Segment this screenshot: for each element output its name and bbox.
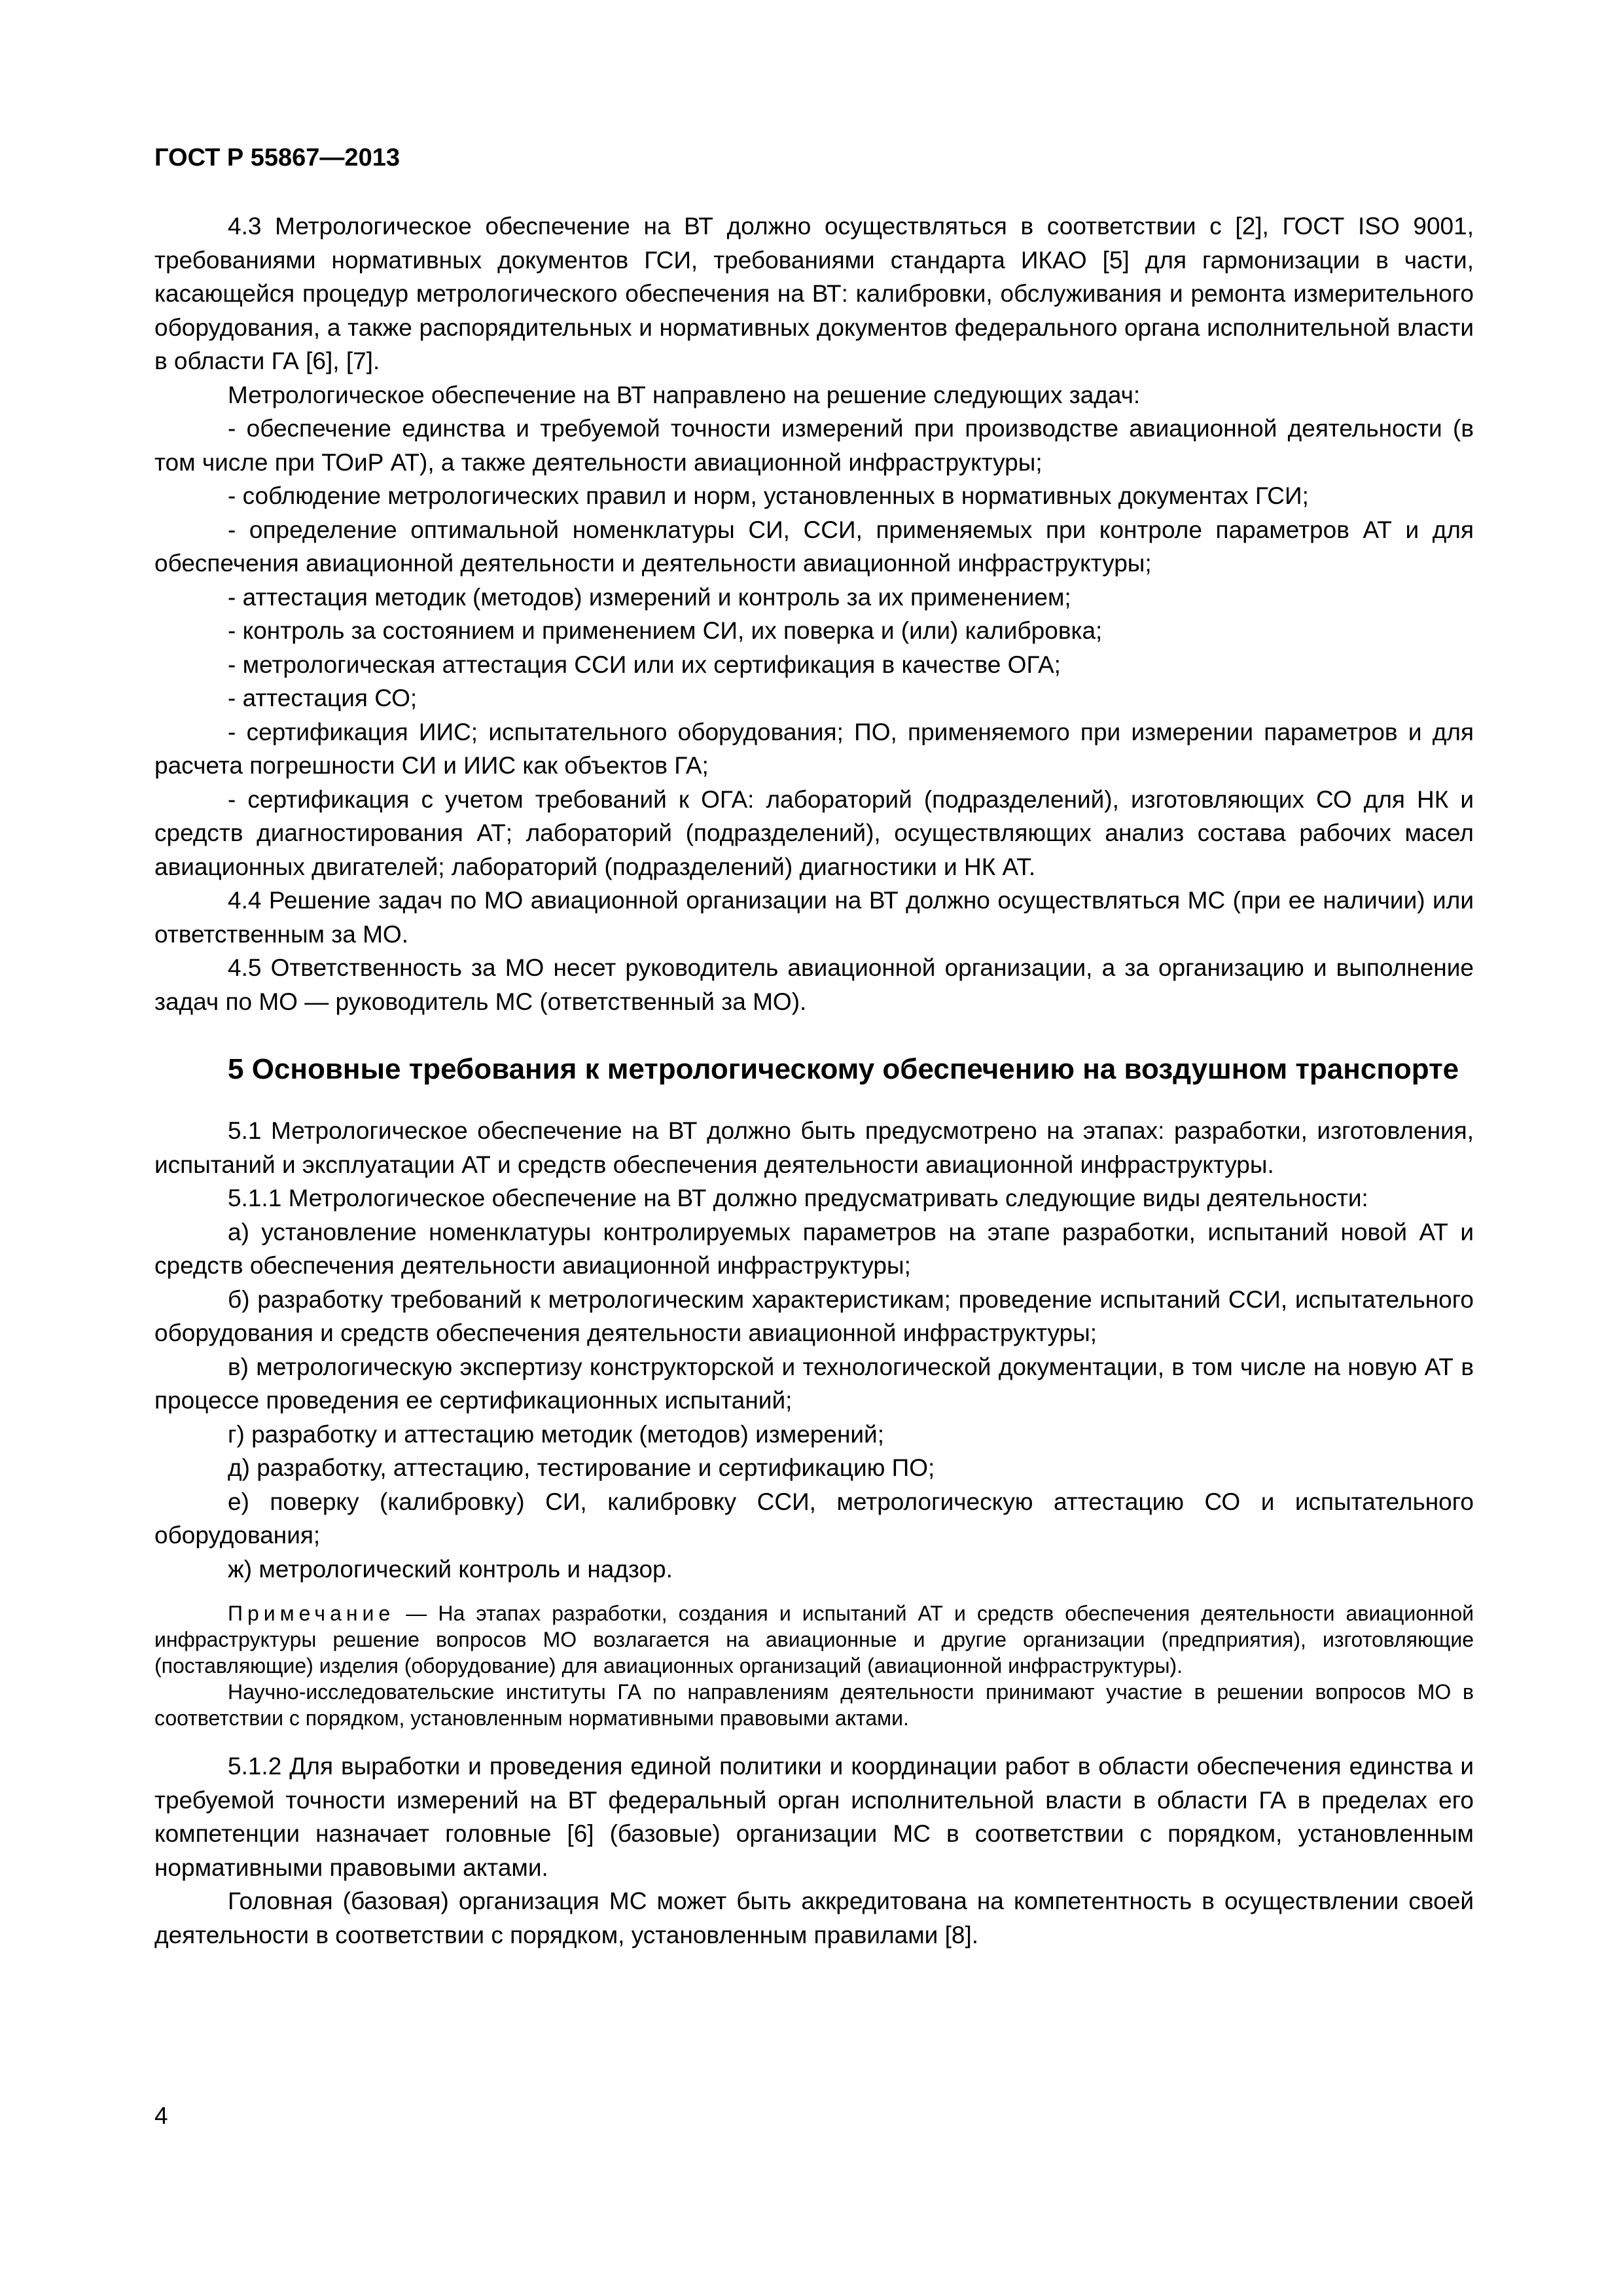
document-id-header: ГОСТ Р 55867—2013 <box>154 144 400 171</box>
task-item: - сертификация с учетом требований к ОГА: лабораторий (подразделений), изготовляющих СО для НК и средств диагностирования АТ; лабораторий (подразделений), осуществляющих анализ состава рабочих масел авиационных двигателей; лабораторий (подразделений) диагностики и НК АТ. <box>154 785 1474 880</box>
activity-item: ж) метрологический контроль и надзор. <box>228 1555 673 1583</box>
page-number: 4 <box>154 2102 168 2129</box>
paragraph-4-4: 4.4 Решение задач по МО авиационной организации на ВТ должно осуществляться МС (при ее наличии) или ответственным за МО. <box>154 887 1474 948</box>
paragraph-4-5: 4.5 Ответственность за МО несет руководитель авиационной организации, а за организацию и выполнение задач по МО — руководитель МС (ответственный за МО). <box>154 954 1474 1015</box>
task-item: - сертификация ИИС; испытательного оборудования; ПО, применяемого при измерении параметров и для расчета погрешности СИ и ИИС как объектов ГА; <box>154 718 1474 779</box>
task-item: - аттестация методик (методов) измерений и контроль за их применением; <box>228 583 1071 611</box>
paragraph-head-org: Головная (базовая) организация МС может быть аккредитована на компетентность в осуществлении своей деятельности в соответствии с порядком, установленным правилами [8]. <box>154 1888 1474 1948</box>
note-paragraph <box>154 1600 1474 1679</box>
activity-item: б) разработку требований к метрологическим характеристикам; проведение испытаний ССИ, испытательного оборудования и средств обеспечения деятельности авиационной инфраструктуры; <box>154 1285 1474 1346</box>
activity-item: д) разработку, аттестацию, тестирование и сертификацию ПО; <box>228 1454 935 1481</box>
task-item: - обеспечение единства и требуемой точности измерений при производстве авиационной деятельности (в том числе при ТОиР АТ), а также деятельности авиационной инфраструктуры; <box>154 415 1474 476</box>
paragraph-5-1-2: 5.1.2 Для выработки и проведения единой политики и координации работ в области обеспечения единства и требуемой точности измерений на ВТ федеральный орган исполнительной власти в области ГА в пределах его компетенции назначает головные [6] (базовые) организации МС в соответствии с порядком, установленным нормативными правовыми актами. <box>154 1753 1474 1881</box>
after-note-body <box>154 1749 1474 1952</box>
section-5-title: 5 Основные требования к метрологическому обеспечению на воздушном транспорте <box>228 1053 1459 1085</box>
task-item: - контроль за состоянием и применением СИ, их поверка и (или) калибровка; <box>228 617 1103 644</box>
activity-item: е) поверку (калибровку) СИ, калибровку ССИ, метрологическую аттестацию СО и испытательного оборудования; <box>154 1488 1474 1549</box>
section-5-body <box>154 1114 1474 1952</box>
task-item: - аттестация СО; <box>228 685 418 711</box>
section-4-body <box>154 209 1474 1018</box>
activity-item: в) метрологическую экспертизу конструкторской и технологической документации, в том числе на новую АТ в процессе проведения ее сертификационных испытаний; <box>154 1353 1474 1414</box>
activity-item: г) разработку и аттестацию методик (методов) измерений; <box>228 1420 884 1448</box>
note-paragraph-2: Научно-исследовательские институты ГА по направлениям деятельности принимают участие в решении вопросов МО в соответствии с порядком, установленным нормативными правовыми актами. <box>154 1680 1474 1730</box>
activity-item: а) установление номенклатуры контролируемых параметров на этапе разработки, испытаний новой АТ и средств обеспечения деятельности авиационной инфраструктуры; <box>154 1218 1474 1279</box>
tasks-intro: Метрологическое обеспечение на ВТ направлено на решение следующих задач: <box>228 381 1141 408</box>
paragraph-5-1: 5.1 Метрологическое обеспечение на ВТ должно быть предусмотрено на этапах: разработки, изготовления, испытаний и эксплуатации АТ и средств обеспечения деятельности авиационной инфраструктуры. <box>154 1117 1474 1178</box>
paragraph-4-3: 4.3 Метрологическое обеспечение на ВТ должно осуществляться в соответствии с [2], ГОСТ ISO 9001, требованиями нормативных документов ГСИ, требованиями стандарта ИКАО [5] для гармонизации в части, касающейся процедур метрологического обеспечения на ВТ: калибровки, обслуживания и ремонта измерительного оборудования, а также распорядительных и нормативных документов федерального органа исполнительной власти в области ГА [6], [7]. <box>154 213 1474 374</box>
document-page <box>154 141 1474 1952</box>
note-label: Примечание <box>228 1602 395 1625</box>
note-text: — На этапах разработки, создания и испытаний АТ и средств обеспечения деятельности авиационной инфраструктуры решение вопросов МО возлагается на авиационные и другие организации (предприятия), изготовляющие (поставляющие) изделия (оборудование) для авиационных организаций (авиационной инфраструктуры). <box>154 1602 1474 1677</box>
task-item: - соблюдение метрологических правил и норм, установленных в нормативных документах ГСИ; <box>228 482 1309 509</box>
task-item: - метрологическая аттестация ССИ или их сертификация в качестве ОГА; <box>228 651 1061 678</box>
paragraph-5-1-1: 5.1.1 Метрологическое обеспечение на ВТ должно предусматривать следующие виды деятельности: <box>228 1185 1368 1211</box>
task-item: - определение оптимальной номенклатуры СИ, ССИ, применяемых при контроле параметров АТ и для обеспечения авиационной деятельности и деятельности авиационной инфраструктуры; <box>154 516 1474 577</box>
note-block <box>154 1600 1474 1731</box>
